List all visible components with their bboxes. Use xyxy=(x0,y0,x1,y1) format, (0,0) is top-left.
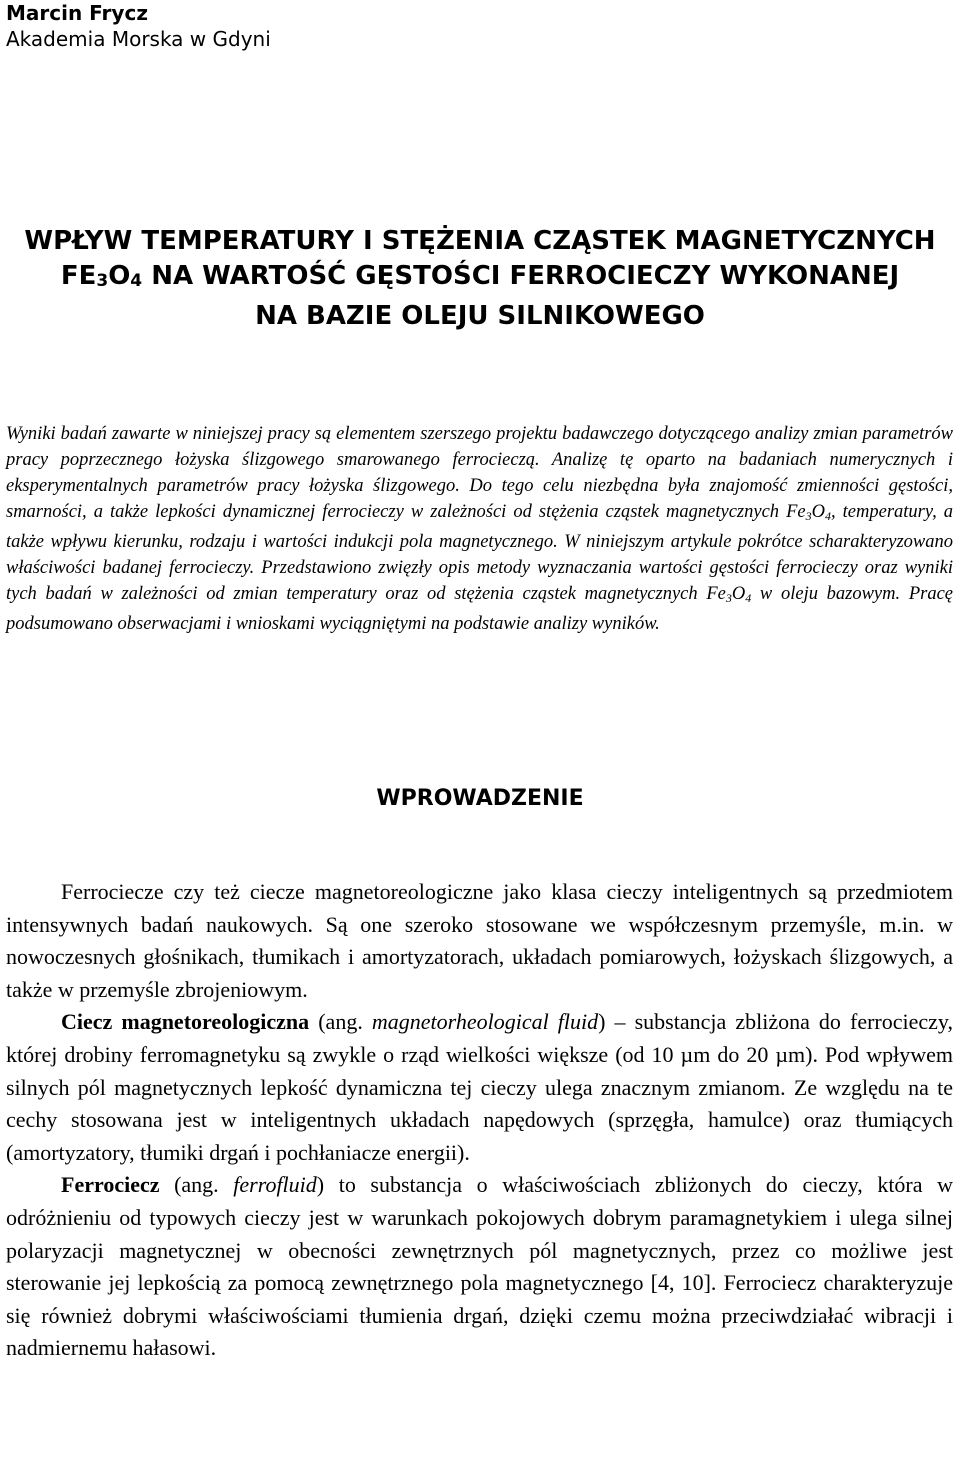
author-affiliation: Akademia Morska w Gdyni xyxy=(6,27,271,51)
abstract-sub-3b: 3 xyxy=(725,591,732,605)
section-heading: WPROWADZENIE xyxy=(376,786,584,811)
abstract-sub-4b: 4 xyxy=(745,591,752,605)
term-ferrofluid: Ferrociecz xyxy=(61,1172,160,1198)
term-mr-fluid: Ciecz magnetoreologiczna xyxy=(61,1009,310,1035)
abstract-part-3: w oleju bazowym. Pracę podsumowano obserwacjami i wnioskami wyciągniętymi na podstawie analizy wyników. xyxy=(6,584,953,634)
title-line-3: NA BAZIE OLEJU SILNIKOWEGO xyxy=(255,301,705,331)
title-fe: FE xyxy=(60,261,97,291)
abstract-sub-4a: 4 xyxy=(824,509,831,523)
abstract-sub-3a: 3 xyxy=(805,509,812,523)
title-o: O xyxy=(108,261,131,291)
paragraph-2-text: ) – substancja zbliżona do ferrocieczy, której drobiny ferromagnetyku są zwykle o rząd wielkości większe (od 10 µm do 20 µm). Pod wpływem silnych pól magnetycznych lepkość dynamiczna tej cieczy ulega znacznym zmianom. Ze względu na te cechy stosowana jest w inteligentnych układach napędowych (sprzęgła, hamulce) oraz tłumiących (amortyzatory, tłumiki drgań i pochłaniacze energii). xyxy=(6,1009,953,1165)
abstract-part-1: Wyniki badań zawarte w niniejszej pracy są elementem szerszego projektu badawczego dotyczącego analizy zmian parametrów pracy poprzecznego łożyska ślizgowego smarowanego ferrocieczą. Analizę tę oparto na badaniach numerycznych i eksperymentalnych parametrów pracy łożyska ślizgowego. Do tego celu niezbędna była znajomość zmienności gęstości, smarności, a także lepkości dynamicznej ferrocieczy w zależności od stężenia cząstek magnetycznych Fe xyxy=(6,424,953,522)
title-sub-4: 4 xyxy=(130,271,143,291)
author-block xyxy=(6,0,271,52)
abstract xyxy=(6,421,953,637)
english-term-mr: magnetorheological fluid xyxy=(371,1009,599,1035)
title-line-2 xyxy=(0,259,960,299)
abstract-o-b: O xyxy=(731,584,746,604)
abstract-part-2: , temperatury, a także wpływu kierunku, rodzaju i wartości indukcji pola magnetycznego. W niniejszym artykule pokrótce scharakteryzowano właściwości badanej ferrocieczy. Przedstawiono zwięzły opis metody wyznaczania wartości gęstości ferrocieczy oraz wyniki tych badań w zależności od zmian temperatury oraz od stężenia cząstek magnetycznych Fe xyxy=(6,502,953,604)
title-line-2-rest: NA WARTOŚĆ GĘSTOŚCI FERROCIECZY WYKONANEJ xyxy=(142,261,900,291)
paper-title xyxy=(0,224,960,334)
body-text xyxy=(6,876,953,1365)
author-name: Marcin Frycz xyxy=(6,1,148,25)
paragraph-2-ang: (ang. xyxy=(309,1009,372,1035)
title-line-1: WPŁYW TEMPERATURY I STĘŻENIA CZĄSTEK MAGNETYCZNYCH xyxy=(24,226,936,256)
paragraph-3-text: ) to substancja o właściwościach zbliżonych do cieczy, która w odróżnieniu od typowych cieczy jest w warunkach pokojowych dobrym paramagnetykiem i ulega silnej polaryzacji magnetycznej w obecności zewnętrznych pól magnetycznych, przez co możliwe jest sterowanie jej lepkością za pomocą zewnętrznego pola magnetycznego [4, 10]. Ferrociecz charakteryzuje się również dobrymi właściwościami tłumienia drgań, dzięki czemu można przeciwdziałać wibracji i nadmiernemu hałasowi. xyxy=(6,1172,953,1361)
english-term-ff: ferrofluid xyxy=(233,1172,317,1198)
abstract-o-a: O xyxy=(811,502,825,522)
paragraph-1: Ferrociecze czy też ciecze magnetoreologiczne jako klasa cieczy inteligentnych są przedmiotem intensywnych badań naukowych. Są one szeroko stosowane we współczesnym przemyśle, m.in. w nowoczesnych głośnikach, tłumikach i amortyzatorach, układach pomiarowych, łożyskach ślizgowych, a także w przemyśle zbrojeniowym. xyxy=(6,879,953,1002)
paragraph-3-ang: (ang. xyxy=(159,1172,234,1198)
title-sub-3: 3 xyxy=(96,271,109,291)
paragraph-3 xyxy=(6,1169,953,1365)
paragraph-2 xyxy=(6,1006,953,1169)
